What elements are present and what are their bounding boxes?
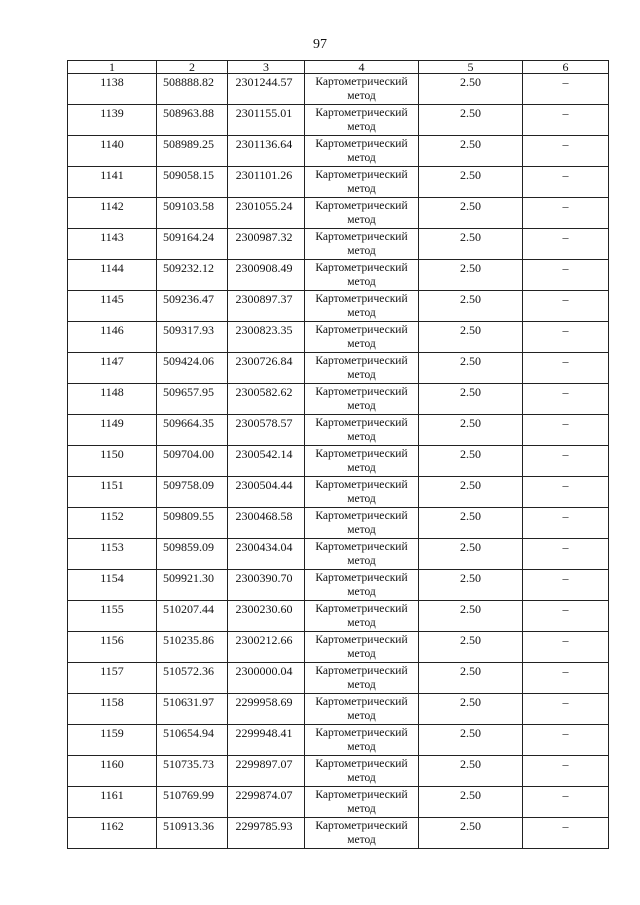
accuracy-cell: 2.50: [419, 167, 523, 198]
column-header: 1: [68, 61, 157, 74]
y-coordinate-cell: 2301101.26: [228, 167, 305, 198]
accuracy-cell: 2.50: [419, 260, 523, 291]
x-coordinate-cell: 509236.47: [157, 291, 228, 322]
y-coordinate-cell: 2300542.14: [228, 446, 305, 477]
table-row: [68, 756, 609, 787]
x-coordinate-cell: 509424.06: [157, 353, 228, 384]
note-cell: –: [523, 384, 609, 415]
point-number-cell: 1149: [68, 415, 157, 446]
accuracy-cell: 2.50: [419, 446, 523, 477]
method-cell: Картометрический метод: [305, 818, 419, 849]
y-coordinate-cell: 2300212.66: [228, 632, 305, 663]
method-cell: Картометрический метод: [305, 694, 419, 725]
point-number-cell: 1143: [68, 229, 157, 260]
column-header: 6: [523, 61, 609, 74]
note-cell: –: [523, 415, 609, 446]
column-header: 2: [157, 61, 228, 74]
point-number-cell: 1146: [68, 322, 157, 353]
method-cell: Картометрический метод: [305, 663, 419, 694]
method-cell: Картометрический метод: [305, 787, 419, 818]
accuracy-cell: 2.50: [419, 694, 523, 725]
accuracy-cell: 2.50: [419, 632, 523, 663]
accuracy-cell: 2.50: [419, 601, 523, 632]
table-row: [68, 663, 609, 694]
accuracy-cell: 2.50: [419, 74, 523, 105]
point-number-cell: 1145: [68, 291, 157, 322]
note-cell: –: [523, 756, 609, 787]
point-number-cell: 1161: [68, 787, 157, 818]
method-cell: Картометрический метод: [305, 632, 419, 663]
x-coordinate-cell: 509103.58: [157, 198, 228, 229]
point-number-cell: 1140: [68, 136, 157, 167]
accuracy-cell: 2.50: [419, 570, 523, 601]
table-body: [68, 74, 609, 849]
table-row: [68, 632, 609, 663]
accuracy-cell: 2.50: [419, 198, 523, 229]
x-coordinate-cell: 509058.15: [157, 167, 228, 198]
table-row: [68, 198, 609, 229]
accuracy-cell: 2.50: [419, 818, 523, 849]
point-number-cell: 1139: [68, 105, 157, 136]
y-coordinate-cell: 2300582.62: [228, 384, 305, 415]
x-coordinate-cell: 510572.36: [157, 663, 228, 694]
x-coordinate-cell: 509758.09: [157, 477, 228, 508]
table-row: [68, 787, 609, 818]
table-row: [68, 508, 609, 539]
table-row: [68, 291, 609, 322]
note-cell: –: [523, 694, 609, 725]
method-cell: Картометрический метод: [305, 601, 419, 632]
accuracy-cell: 2.50: [419, 105, 523, 136]
point-number-cell: 1150: [68, 446, 157, 477]
y-coordinate-cell: 2299897.07: [228, 756, 305, 787]
table-row: [68, 477, 609, 508]
x-coordinate-cell: 509704.00: [157, 446, 228, 477]
x-coordinate-cell: 510207.44: [157, 601, 228, 632]
point-number-cell: 1160: [68, 756, 157, 787]
y-coordinate-cell: 2299785.93: [228, 818, 305, 849]
point-number-cell: 1153: [68, 539, 157, 570]
point-number-cell: 1142: [68, 198, 157, 229]
y-coordinate-cell: 2300390.70: [228, 570, 305, 601]
y-coordinate-cell: 2300726.84: [228, 353, 305, 384]
method-cell: Картометрический метод: [305, 136, 419, 167]
page-number: 97: [313, 37, 327, 52]
point-number-cell: 1141: [68, 167, 157, 198]
y-coordinate-cell: 2301055.24: [228, 198, 305, 229]
x-coordinate-cell: 510631.97: [157, 694, 228, 725]
method-cell: Картометрический метод: [305, 446, 419, 477]
accuracy-cell: 2.50: [419, 353, 523, 384]
method-cell: Картометрический метод: [305, 198, 419, 229]
note-cell: –: [523, 508, 609, 539]
column-header: 5: [419, 61, 523, 74]
accuracy-cell: 2.50: [419, 136, 523, 167]
table-row: [68, 446, 609, 477]
table-row: [68, 167, 609, 198]
y-coordinate-cell: 2300897.37: [228, 291, 305, 322]
table-row: [68, 818, 609, 849]
table-row: [68, 601, 609, 632]
accuracy-cell: 2.50: [419, 787, 523, 818]
x-coordinate-cell: 508989.25: [157, 136, 228, 167]
point-number-cell: 1147: [68, 353, 157, 384]
method-cell: Картометрический метод: [305, 105, 419, 136]
table-row: [68, 260, 609, 291]
method-cell: Картометрический метод: [305, 415, 419, 446]
note-cell: –: [523, 167, 609, 198]
table-row: [68, 105, 609, 136]
x-coordinate-cell: 510769.99: [157, 787, 228, 818]
method-cell: Картометрический метод: [305, 260, 419, 291]
note-cell: –: [523, 260, 609, 291]
x-coordinate-cell: 509921.30: [157, 570, 228, 601]
method-cell: Картометрический метод: [305, 756, 419, 787]
y-coordinate-cell: 2300987.32: [228, 229, 305, 260]
table-row: [68, 570, 609, 601]
x-coordinate-cell: 508888.82: [157, 74, 228, 105]
note-cell: –: [523, 663, 609, 694]
x-coordinate-cell: 509232.12: [157, 260, 228, 291]
note-cell: –: [523, 105, 609, 136]
accuracy-cell: 2.50: [419, 725, 523, 756]
method-cell: Картометрический метод: [305, 384, 419, 415]
accuracy-cell: 2.50: [419, 229, 523, 260]
accuracy-cell: 2.50: [419, 539, 523, 570]
method-cell: Картометрический метод: [305, 74, 419, 105]
table-row: [68, 725, 609, 756]
x-coordinate-cell: 509809.55: [157, 508, 228, 539]
method-cell: Картометрический метод: [305, 508, 419, 539]
method-cell: Картометрический метод: [305, 539, 419, 570]
method-cell: Картометрический метод: [305, 291, 419, 322]
y-coordinate-cell: 2299948.41: [228, 725, 305, 756]
x-coordinate-cell: 509164.24: [157, 229, 228, 260]
y-coordinate-cell: 2301244.57: [228, 74, 305, 105]
accuracy-cell: 2.50: [419, 415, 523, 446]
point-number-cell: 1158: [68, 694, 157, 725]
table-row: [68, 136, 609, 167]
x-coordinate-cell: 510913.36: [157, 818, 228, 849]
point-number-cell: 1151: [68, 477, 157, 508]
method-cell: Картометрический метод: [305, 477, 419, 508]
note-cell: –: [523, 136, 609, 167]
column-header: 4: [305, 61, 419, 74]
x-coordinate-cell: 508963.88: [157, 105, 228, 136]
note-cell: –: [523, 539, 609, 570]
x-coordinate-cell: 509859.09: [157, 539, 228, 570]
table-row: [68, 415, 609, 446]
method-cell: Картометрический метод: [305, 167, 419, 198]
table-row: [68, 353, 609, 384]
note-cell: –: [523, 818, 609, 849]
x-coordinate-cell: 509657.95: [157, 384, 228, 415]
note-cell: –: [523, 725, 609, 756]
y-coordinate-cell: 2301155.01: [228, 105, 305, 136]
accuracy-cell: 2.50: [419, 663, 523, 694]
x-coordinate-cell: 509317.93: [157, 322, 228, 353]
note-cell: –: [523, 229, 609, 260]
y-coordinate-cell: 2300468.58: [228, 508, 305, 539]
point-number-cell: 1148: [68, 384, 157, 415]
accuracy-cell: 2.50: [419, 384, 523, 415]
y-coordinate-cell: 2300230.60: [228, 601, 305, 632]
point-number-cell: 1155: [68, 601, 157, 632]
note-cell: –: [523, 446, 609, 477]
y-coordinate-cell: 2299874.07: [228, 787, 305, 818]
method-cell: Картометрический метод: [305, 725, 419, 756]
x-coordinate-cell: 510654.94: [157, 725, 228, 756]
note-cell: –: [523, 322, 609, 353]
note-cell: –: [523, 74, 609, 105]
note-cell: –: [523, 291, 609, 322]
accuracy-cell: 2.50: [419, 756, 523, 787]
note-cell: –: [523, 198, 609, 229]
accuracy-cell: 2.50: [419, 477, 523, 508]
y-coordinate-cell: 2300823.35: [228, 322, 305, 353]
y-coordinate-cell: 2300504.44: [228, 477, 305, 508]
column-header: 3: [228, 61, 305, 74]
note-cell: –: [523, 787, 609, 818]
table-row: [68, 74, 609, 105]
point-number-cell: 1152: [68, 508, 157, 539]
y-coordinate-cell: 2301136.64: [228, 136, 305, 167]
method-cell: Картометрический метод: [305, 229, 419, 260]
table-row: [68, 539, 609, 570]
point-number-cell: 1157: [68, 663, 157, 694]
point-number-cell: 1138: [68, 74, 157, 105]
method-cell: Картометрический метод: [305, 353, 419, 384]
point-number-cell: 1159: [68, 725, 157, 756]
y-coordinate-cell: 2300908.49: [228, 260, 305, 291]
table-row: [68, 384, 609, 415]
point-number-cell: 1144: [68, 260, 157, 291]
note-cell: –: [523, 601, 609, 632]
point-number-cell: 1154: [68, 570, 157, 601]
y-coordinate-cell: 2300000.04: [228, 663, 305, 694]
table-header-row: [68, 61, 609, 74]
table-row: [68, 229, 609, 260]
accuracy-cell: 2.50: [419, 291, 523, 322]
method-cell: Картометрический метод: [305, 570, 419, 601]
coordinates-table: [67, 60, 609, 849]
method-cell: Картометрический метод: [305, 322, 419, 353]
accuracy-cell: 2.50: [419, 508, 523, 539]
y-coordinate-cell: 2299958.69: [228, 694, 305, 725]
point-number-cell: 1162: [68, 818, 157, 849]
x-coordinate-cell: 510235.86: [157, 632, 228, 663]
note-cell: –: [523, 477, 609, 508]
x-coordinate-cell: 510735.73: [157, 756, 228, 787]
note-cell: –: [523, 632, 609, 663]
note-cell: –: [523, 570, 609, 601]
point-number-cell: 1156: [68, 632, 157, 663]
x-coordinate-cell: 509664.35: [157, 415, 228, 446]
y-coordinate-cell: 2300578.57: [228, 415, 305, 446]
accuracy-cell: 2.50: [419, 322, 523, 353]
y-coordinate-cell: 2300434.04: [228, 539, 305, 570]
table-row: [68, 322, 609, 353]
note-cell: –: [523, 353, 609, 384]
table-row: [68, 694, 609, 725]
